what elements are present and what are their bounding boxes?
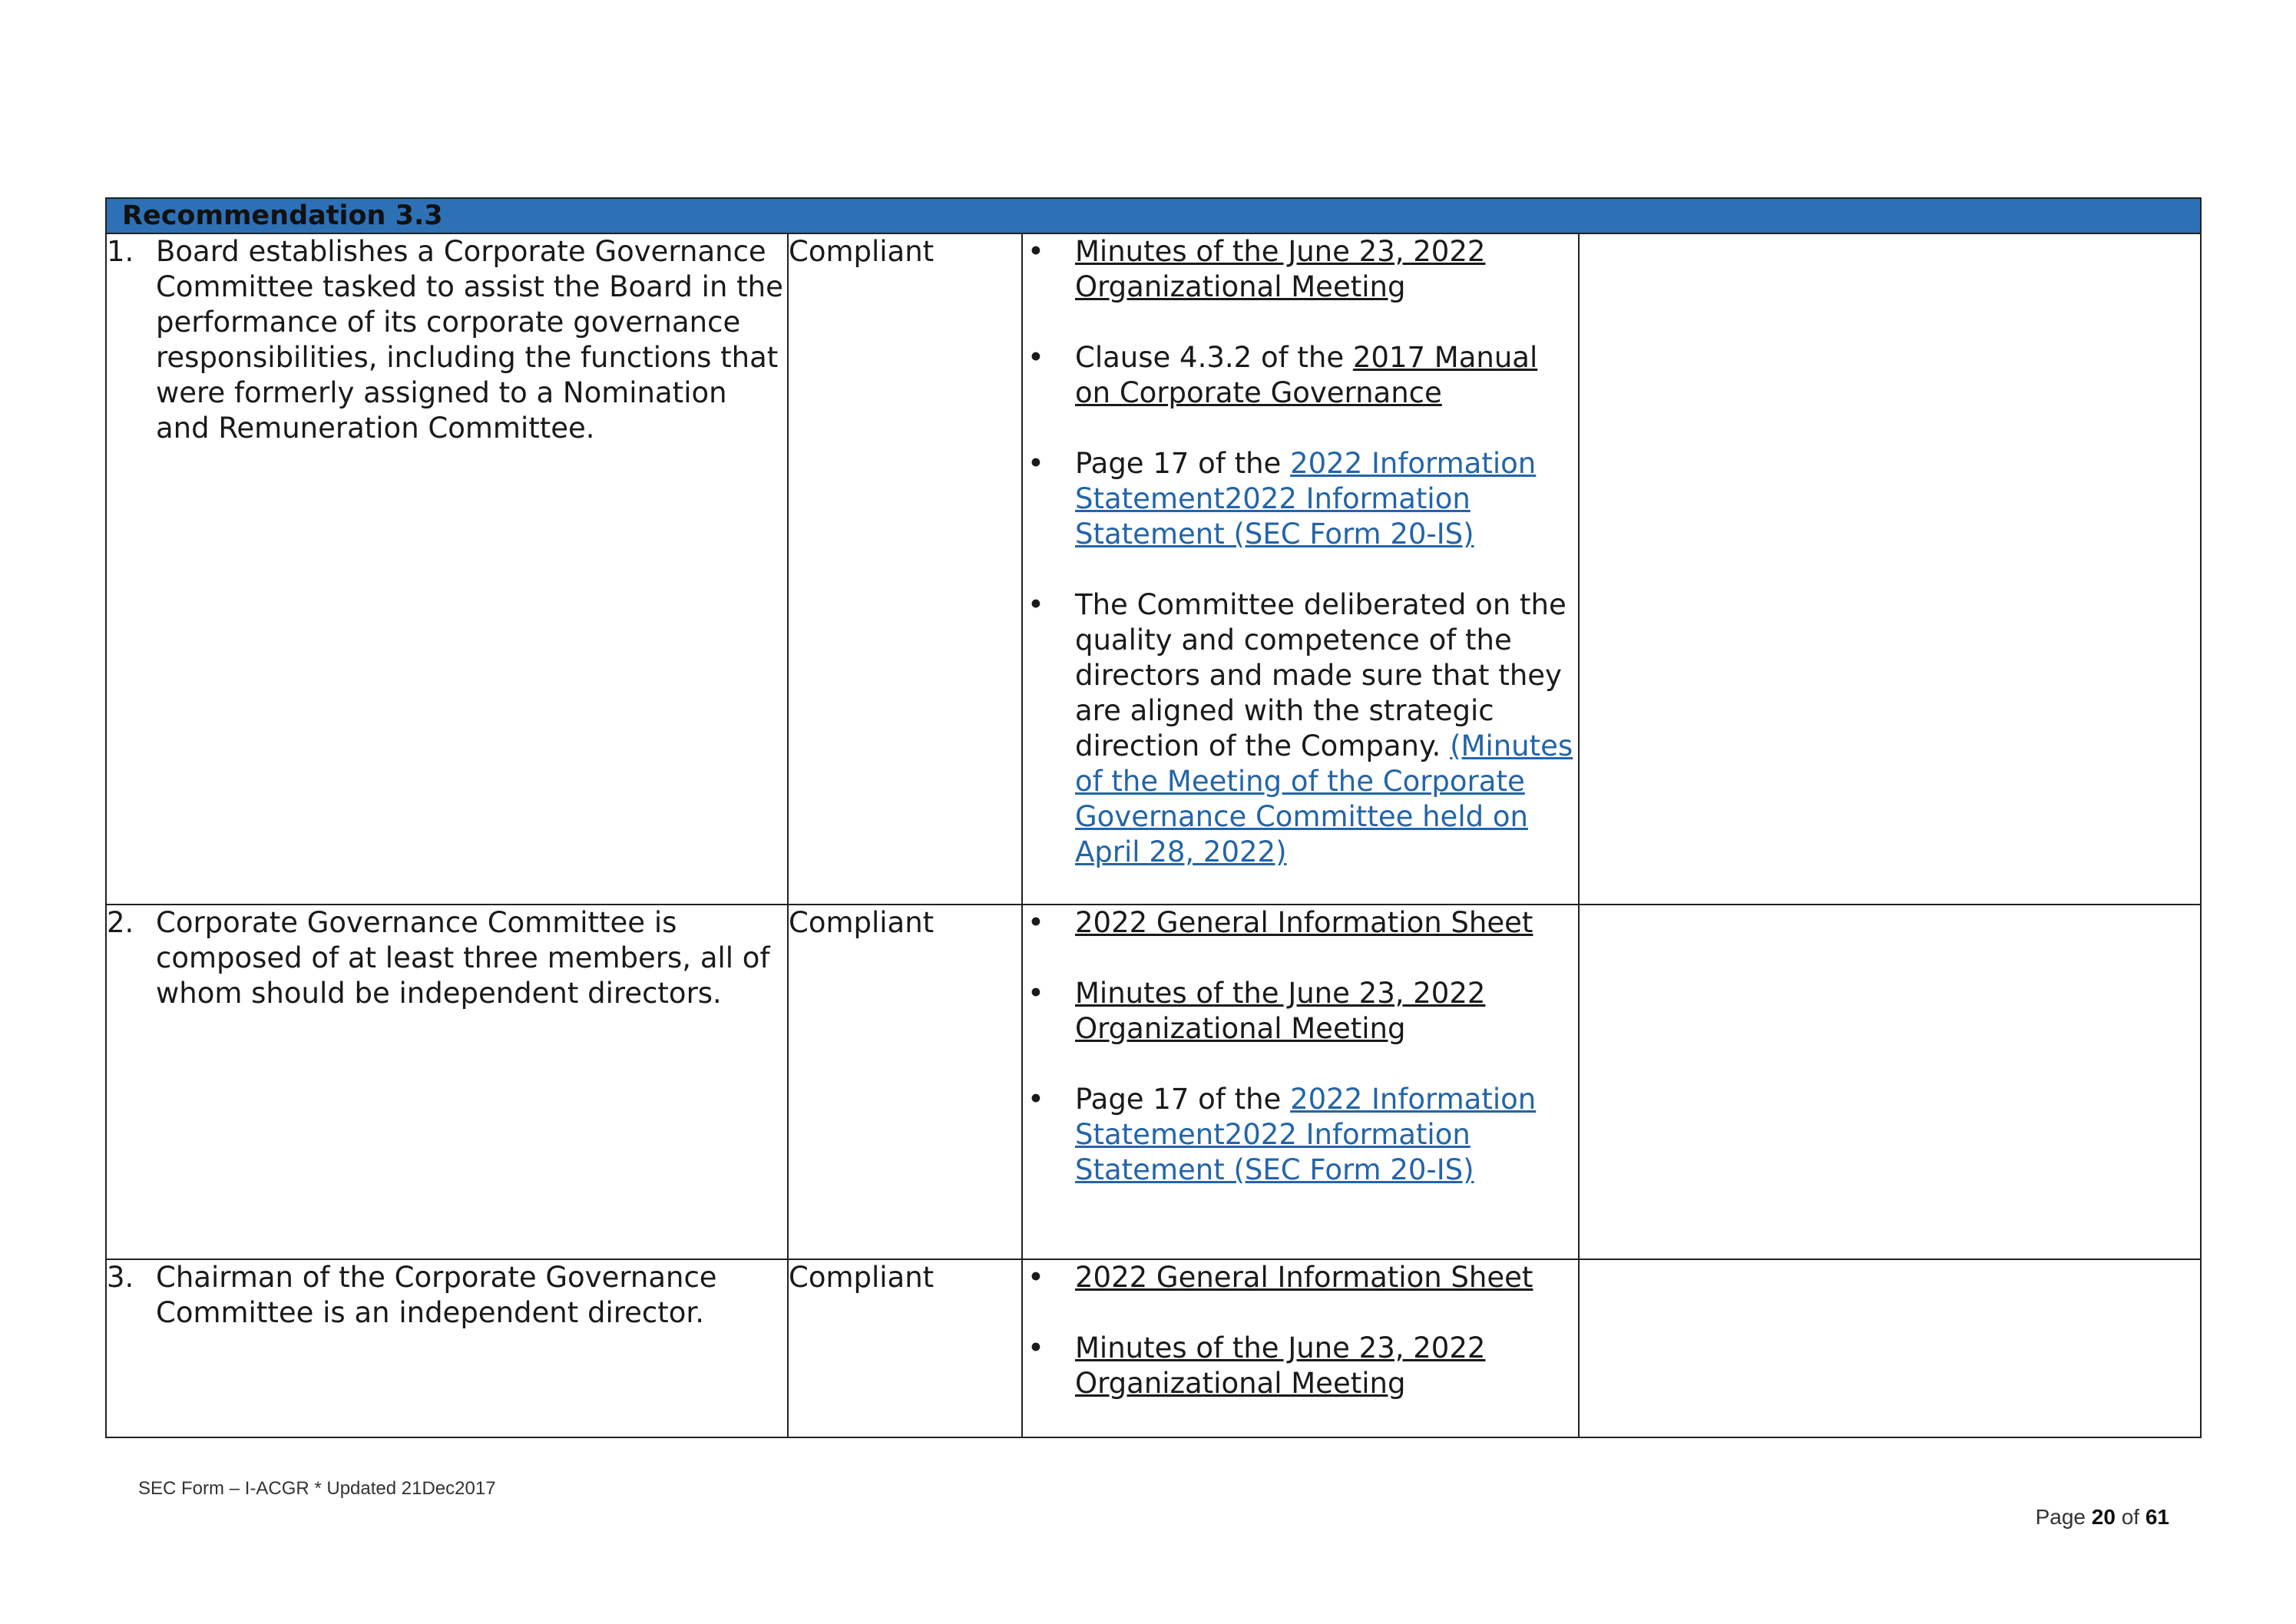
table-row xyxy=(106,1259,2201,1437)
page-total: 61 xyxy=(2145,1505,2169,1529)
evidence-text: Page 17 of the xyxy=(1075,447,1291,480)
bullet-icon: • xyxy=(1027,1331,1044,1364)
bullet-icon: • xyxy=(1027,447,1044,480)
evidence-text: Page 17 of the xyxy=(1075,1083,1291,1116)
hyperlink[interactable]: (Minutes of the Meeting of the Corporate Governance Committee held on April 28, 2022) xyxy=(1075,729,1573,868)
evidence-item xyxy=(1023,1331,1578,1401)
compliance-status: Compliant xyxy=(788,905,1022,1259)
bullet-icon: • xyxy=(1027,977,1044,1010)
document-link[interactable]: 2022 General Information Sheet xyxy=(1075,906,1533,939)
requirement-text: Corporate Governance Committee is composed of at least three members, all of whom should be independent directors. xyxy=(156,906,770,1010)
requirement-text: Chairman of the Corporate Governance Committee is an independent director. xyxy=(156,1261,717,1329)
evidence-cell xyxy=(1022,233,1579,905)
section-title: Recommendation 3.3 xyxy=(106,198,2201,233)
document-link[interactable]: Minutes of the June 23, 2022 Organizational Meeting xyxy=(1075,1331,1486,1400)
requirement-number: 1. xyxy=(107,235,134,268)
document-link[interactable]: 2017 Manual on Corporate Governance xyxy=(1075,341,1538,409)
requirement-cell xyxy=(106,1259,788,1437)
evidence-list xyxy=(1023,905,1578,1188)
of-word: of xyxy=(2121,1505,2140,1529)
evidence-item xyxy=(1023,905,1578,941)
bullet-icon: • xyxy=(1027,235,1044,268)
bullet-icon: • xyxy=(1027,1261,1044,1294)
requirement-text: Board establishes a Corporate Governance Committee tasked to assist the Board in the performance of its corporate governance responsibilities, including the functions that were formerly assigned to a Nomination and Remuneration Committee. xyxy=(156,235,783,445)
evidence-text: The Committee deliberated on the quality and competence of the directors and made sure that they are aligned with the strategic direction of the Company. xyxy=(1075,588,1567,762)
remarks-cell xyxy=(1579,905,2201,1259)
bullet-icon: • xyxy=(1027,588,1044,621)
evidence-item xyxy=(1023,587,1578,870)
bullet-icon: • xyxy=(1027,906,1044,939)
compliance-status: Compliant xyxy=(788,233,1022,905)
recommendation-table xyxy=(105,197,2202,1438)
compliance-status: Compliant xyxy=(788,1259,1022,1437)
section-header-row xyxy=(106,198,2201,233)
page-number xyxy=(2036,1505,2169,1530)
evidence-item xyxy=(1023,234,1578,305)
page-current: 20 xyxy=(2091,1505,2116,1529)
requirement-cell xyxy=(106,905,788,1259)
evidence-item xyxy=(1023,1260,1578,1295)
table-row xyxy=(106,233,2201,905)
requirement-number: 3. xyxy=(107,1261,134,1294)
evidence-cell xyxy=(1022,1259,1579,1437)
evidence-item xyxy=(1023,1082,1578,1188)
bullet-icon: • xyxy=(1027,1083,1044,1116)
evidence-list xyxy=(1023,234,1578,870)
evidence-list xyxy=(1023,1260,1578,1401)
evidence-text: Clause 4.3.2 of the xyxy=(1075,341,1353,374)
remarks-cell xyxy=(1579,233,2201,905)
hyperlink[interactable]: 2022 Information Statement2022 Information Statement (SEC Form 20-IS) xyxy=(1075,1083,1537,1186)
requirement-cell xyxy=(106,233,788,905)
evidence-item xyxy=(1023,446,1578,552)
form-footer: SEC Form – I-ACGR * Updated 21Dec2017 xyxy=(138,1478,496,1499)
document-link[interactable]: 2022 General Information Sheet xyxy=(1075,1261,1533,1294)
evidence-cell xyxy=(1022,905,1579,1259)
document-link[interactable]: Minutes of the June 23, 2022 Organizational Meeting xyxy=(1075,235,1486,303)
evidence-item xyxy=(1023,976,1578,1047)
document-link[interactable]: Minutes of the June 23, 2022 Organizational Meeting xyxy=(1075,977,1486,1045)
hyperlink[interactable]: 2022 Information Statement2022 Information Statement (SEC Form 20-IS) xyxy=(1075,447,1537,551)
table-row xyxy=(106,905,2201,1259)
remarks-cell xyxy=(1579,1259,2201,1437)
requirement-number: 2. xyxy=(107,906,134,939)
bullet-icon: • xyxy=(1027,341,1044,374)
evidence-item xyxy=(1023,340,1578,411)
page-word: Page xyxy=(2035,1505,2086,1529)
